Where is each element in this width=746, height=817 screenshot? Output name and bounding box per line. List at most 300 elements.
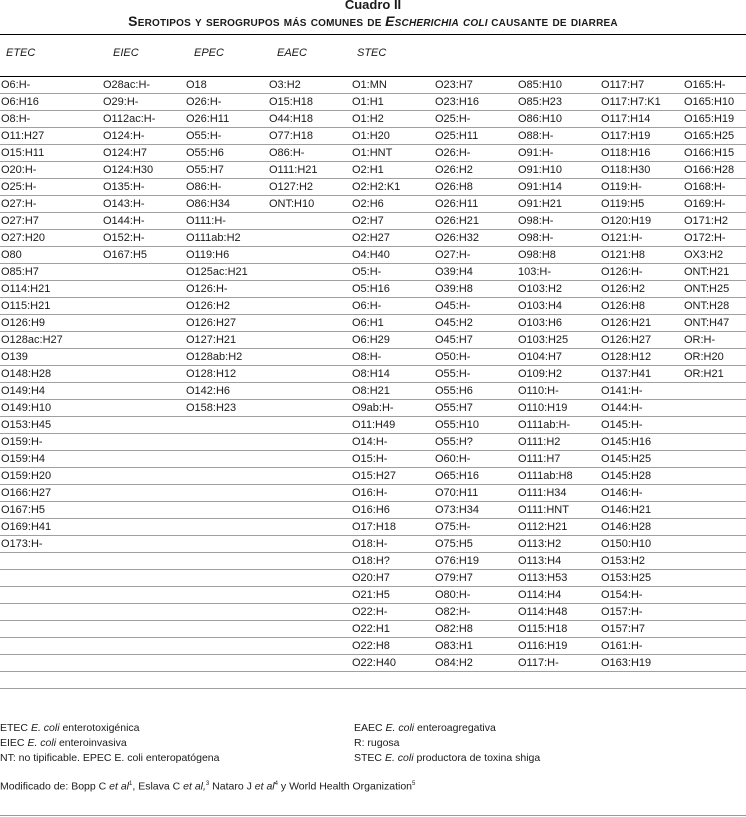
table-cell: O126:H8 (601, 298, 684, 315)
table-cell (0, 638, 103, 655)
table-cell: O85:H23 (518, 94, 601, 111)
table-cell (269, 536, 352, 553)
table-cell: O55:H- (435, 366, 518, 383)
table-cell: O124:H- (103, 128, 186, 145)
table-cell: O91:H10 (518, 162, 601, 179)
table-cell: O26:H- (186, 94, 269, 111)
table-cell: O6:H29 (352, 332, 435, 349)
table-cell (103, 264, 186, 281)
table-row (0, 298, 746, 315)
table-cell: O25:H- (435, 111, 518, 128)
table-cell: O65:H16 (435, 468, 518, 485)
table-cell: O126:H9 (0, 315, 103, 332)
table-cell: O16:H- (352, 485, 435, 502)
table-cell: O103:H4 (518, 298, 601, 315)
table-cell: OR:H20 (684, 349, 746, 366)
table-cell: O139 (0, 349, 103, 366)
table-cell (103, 451, 186, 468)
table-cell: O21:H5 (352, 587, 435, 604)
table-cell (684, 570, 746, 587)
table-cell (269, 655, 352, 672)
table-cell: O110:H- (518, 383, 601, 400)
table-cell: O111ab:H- (518, 417, 601, 434)
table-cell: O169:H41 (0, 519, 103, 536)
table-cell: O85:H10 (518, 77, 601, 94)
table-cell: O1:H2 (352, 111, 435, 128)
table-cell (0, 570, 103, 587)
table-cell: O25:H11 (435, 128, 518, 145)
table-cell: O82:H8 (435, 621, 518, 638)
table-cell: O115:H18 (518, 621, 601, 638)
table-cell: O1:HNT (352, 145, 435, 162)
table-cell: O153:H2 (601, 553, 684, 570)
table-cell (103, 536, 186, 553)
table-cell: O44:H18 (269, 111, 352, 128)
table-cell: O9ab:H- (352, 400, 435, 417)
table-cell: O77:H18 (269, 128, 352, 145)
table-cell (186, 417, 269, 434)
table-cell: O27:H- (0, 196, 103, 213)
table-row (0, 553, 746, 570)
table-row (0, 451, 746, 468)
table-cell: O165:H25 (684, 128, 746, 145)
table-cell (103, 485, 186, 502)
subtitle-part1: Serotipos y serogrupos más comunes de (128, 13, 382, 29)
table-cell: O15:H11 (0, 145, 103, 162)
table-cell: O26:H32 (435, 230, 518, 247)
table-cell: O103:H2 (518, 281, 601, 298)
table-cell: O55:H7 (186, 162, 269, 179)
table-cell: O6:H- (352, 298, 435, 315)
table-cell: O18:H? (352, 553, 435, 570)
table-cell (601, 672, 684, 689)
table-row (0, 230, 746, 247)
table-cell (186, 553, 269, 570)
table-cell (0, 604, 103, 621)
table-cell (103, 366, 186, 383)
table-cell: O45:H2 (435, 315, 518, 332)
table-cell (103, 570, 186, 587)
table-cell: O159:H20 (0, 468, 103, 485)
table-cell (269, 332, 352, 349)
table-cell: O60:H- (435, 451, 518, 468)
table-row (0, 264, 746, 281)
table-cell: O79:H7 (435, 570, 518, 587)
table-cell: O114:H4 (518, 587, 601, 604)
table-cell: O55:H6 (186, 145, 269, 162)
header-etec: ETEC (6, 47, 36, 59)
table-cell (269, 451, 352, 468)
table-cell: O26:H21 (435, 213, 518, 230)
table-row (0, 383, 746, 400)
table-cell (269, 672, 352, 689)
table-cell (684, 604, 746, 621)
table-cell: O15:H- (352, 451, 435, 468)
table-cell (186, 587, 269, 604)
table-cell: O111:H34 (518, 485, 601, 502)
table-cell (103, 315, 186, 332)
table-cell (684, 621, 746, 638)
table-cell (186, 655, 269, 672)
legend-eaec: EAEC E. coli enteroagregativa (354, 722, 496, 734)
legend-nt-epec: NT: no tipificable. EPEC E. coli enteropatógena (0, 752, 220, 764)
table-row (0, 604, 746, 621)
table-cell: O55:H6 (435, 383, 518, 400)
table-cell (684, 553, 746, 570)
table-row (0, 570, 746, 587)
table-cell (186, 621, 269, 638)
table-cell: O80 (0, 247, 103, 264)
table-cell: O18 (186, 77, 269, 94)
table-cell: O98:H8 (518, 247, 601, 264)
table-cell: O111:HNT (518, 502, 601, 519)
table-cell: O163:H19 (601, 655, 684, 672)
table-row (0, 145, 746, 162)
table-cell: O128:H12 (186, 366, 269, 383)
table-row (0, 434, 746, 451)
table-cell: O20:H7 (352, 570, 435, 587)
table-cell: O144:H- (601, 400, 684, 417)
table-cell: O116:H19 (518, 638, 601, 655)
table-cell: O119:H- (601, 179, 684, 196)
table-cell (269, 638, 352, 655)
table-cell (186, 485, 269, 502)
table-cell (186, 519, 269, 536)
table-cell (269, 230, 352, 247)
table-cell: O22:H- (352, 604, 435, 621)
subtitle-organism: Escherichia coli (385, 13, 488, 29)
table-cell: O26:H8 (435, 179, 518, 196)
table-cell: O23:H7 (435, 77, 518, 94)
table-row (0, 655, 746, 672)
table-cell (186, 468, 269, 485)
table-cell: O25:H- (0, 179, 103, 196)
table-cell: ONT:H47 (684, 315, 746, 332)
table-cell: O111:H2 (518, 434, 601, 451)
table-cell: O168:H- (684, 179, 746, 196)
table-cell (186, 672, 269, 689)
table-cell: O2:H7 (352, 213, 435, 230)
table-cell: O5:H16 (352, 281, 435, 298)
table-cell: O8:H14 (352, 366, 435, 383)
table-cell: O146:H- (601, 485, 684, 502)
table-cell: O86:H10 (518, 111, 601, 128)
table-cell: O167:H5 (103, 247, 186, 264)
table-cell: O169:H- (684, 196, 746, 213)
table-cell: O55:H- (186, 128, 269, 145)
table-cell: O128ab:H2 (186, 349, 269, 366)
table-cell: O1:MN (352, 77, 435, 94)
table-cell: O117:H- (518, 655, 601, 672)
table-cell: O112ac:H- (103, 111, 186, 128)
table-cell: O127:H2 (269, 179, 352, 196)
table-cell: O98:H- (518, 230, 601, 247)
table-row (0, 536, 746, 553)
table-cell: O18:H- (352, 536, 435, 553)
table-cell: O17:H18 (352, 519, 435, 536)
table-cell: O55:H? (435, 434, 518, 451)
table-title: Cuadro II (344, 0, 402, 12)
table-cell (103, 281, 186, 298)
table-cell: O112:H21 (518, 519, 601, 536)
table-cell: O15:H18 (269, 94, 352, 111)
table-row (0, 128, 746, 145)
table-cell (0, 553, 103, 570)
table-cell: O50:H- (435, 349, 518, 366)
header-epec: EPEC (194, 47, 224, 59)
table-row (0, 77, 746, 94)
table-cell: O6:H- (0, 77, 103, 94)
table-cell: O55:H10 (435, 417, 518, 434)
table-row (0, 366, 746, 383)
table-cell: O117:H19 (601, 128, 684, 145)
table-cell: O113:H53 (518, 570, 601, 587)
table-cell: O118:H16 (601, 145, 684, 162)
table-cell: O125ac:H21 (186, 264, 269, 281)
table-cell: O126:H2 (186, 298, 269, 315)
header-eaec: EAEC (277, 47, 307, 59)
table-cell (103, 400, 186, 417)
table-cell (269, 485, 352, 502)
table-cell (269, 264, 352, 281)
table-cell (186, 536, 269, 553)
table-cell: O143:H- (103, 196, 186, 213)
table-cell: O2:H2:K1 (352, 179, 435, 196)
table-cell: O149:H10 (0, 400, 103, 417)
table-row (0, 417, 746, 434)
table-row (0, 638, 746, 655)
table-cell: O8:H21 (352, 383, 435, 400)
table-cell (269, 315, 352, 332)
table-cell (103, 672, 186, 689)
table-row (0, 94, 746, 111)
table-cell: O5:H- (352, 264, 435, 281)
table-cell: O86:H- (269, 145, 352, 162)
table-cell (684, 536, 746, 553)
table-cell: O124:H30 (103, 162, 186, 179)
table-cell (103, 621, 186, 638)
table-cell (684, 451, 746, 468)
table-cell: O124:H7 (103, 145, 186, 162)
table-cell: O29:H- (103, 94, 186, 111)
table-cell: O39:H4 (435, 264, 518, 281)
table-cell: OR:H21 (684, 366, 746, 383)
table-cell: O6:H16 (0, 94, 103, 111)
table-cell (269, 281, 352, 298)
table-cell (186, 638, 269, 655)
table-cell: O111:H7 (518, 451, 601, 468)
source-note: Modificado de: Bopp C et $al^1$, Eslava C et al,$^3$ Nataro J et $al^4$ y World Health Organization$^5$ (0, 780, 416, 793)
table-cell: O83:H1 (435, 638, 518, 655)
table-row (0, 196, 746, 213)
table-cell: O172:H- (684, 230, 746, 247)
table-cell (518, 672, 601, 689)
table-cell (0, 655, 103, 672)
table-cell: O1:H1 (352, 94, 435, 111)
table-cell: O82:H- (435, 604, 518, 621)
table-cell: O86:H- (186, 179, 269, 196)
table-row (0, 502, 746, 519)
table-cell: O161:H- (601, 638, 684, 655)
table-cell (684, 587, 746, 604)
table-cell (684, 638, 746, 655)
table-cell: O142:H6 (186, 383, 269, 400)
table-cell: O26:H11 (186, 111, 269, 128)
table-cell: O117:H7:K1 (601, 94, 684, 111)
table-cell: O113:H2 (518, 536, 601, 553)
table-cell (186, 604, 269, 621)
table-cell: OX3:H2 (684, 247, 746, 264)
table-cell: ONT:H28 (684, 298, 746, 315)
table-cell: O159:H4 (0, 451, 103, 468)
table-cell: O150:H10 (601, 536, 684, 553)
table-cell: O16:H6 (352, 502, 435, 519)
table-cell: O114:H21 (0, 281, 103, 298)
table-cell (0, 672, 103, 689)
table-cell: O145:H16 (601, 434, 684, 451)
table-row (0, 519, 746, 536)
table-row (0, 485, 746, 502)
table-cell: O166:H15 (684, 145, 746, 162)
table-cell (103, 468, 186, 485)
table-cell: O152:H- (103, 230, 186, 247)
table-row (0, 162, 746, 179)
table-cell: O2:H1 (352, 162, 435, 179)
table-cell (103, 655, 186, 672)
table-cell (103, 638, 186, 655)
table-cell: O165:H10 (684, 94, 746, 111)
table-cell: O22:H40 (352, 655, 435, 672)
table-cell: O165:H- (684, 77, 746, 94)
table-cell: O173:H- (0, 536, 103, 553)
table-cell (269, 468, 352, 485)
table-cell: O146:H28 (601, 519, 684, 536)
table-cell (186, 434, 269, 451)
table-row (0, 111, 746, 128)
serotype-table (0, 77, 746, 689)
table-row (0, 587, 746, 604)
table-cell: O166:H27 (0, 485, 103, 502)
header-eiec: EIEC (113, 47, 139, 59)
table-cell: O15:H27 (352, 468, 435, 485)
table-cell: O20:H- (0, 162, 103, 179)
table-cell: O159:H- (0, 434, 103, 451)
table-cell: O86:H34 (186, 196, 269, 213)
table-cell (269, 298, 352, 315)
top-rule (0, 34, 746, 35)
table-cell (684, 502, 746, 519)
table-cell (684, 417, 746, 434)
table-cell (269, 502, 352, 519)
table-cell: ONT:H10 (269, 196, 352, 213)
table-cell: O141:H- (601, 383, 684, 400)
table-cell: O104:H7 (518, 349, 601, 366)
table-cell: O26:H2 (435, 162, 518, 179)
table-cell (269, 366, 352, 383)
table-row (0, 247, 746, 264)
table-cell: O111:H21 (269, 162, 352, 179)
table-cell: O126:H- (186, 281, 269, 298)
table-cell: O75:H5 (435, 536, 518, 553)
table-cell: O84:H2 (435, 655, 518, 672)
table-cell: O117:H14 (601, 111, 684, 128)
table-cell (684, 400, 746, 417)
table-cell (103, 604, 186, 621)
table-cell (269, 383, 352, 400)
table-cell: O145:H- (601, 417, 684, 434)
table-cell: O165:H19 (684, 111, 746, 128)
table-row (0, 672, 746, 689)
table-cell: O4:H40 (352, 247, 435, 264)
table-cell: O110:H19 (518, 400, 601, 417)
table-cell: O75:H- (435, 519, 518, 536)
table-cell: O103:H25 (518, 332, 601, 349)
table-cell: O39:H8 (435, 281, 518, 298)
table-cell (269, 519, 352, 536)
table-cell: O119:H6 (186, 247, 269, 264)
table-cell (269, 247, 352, 264)
table-cell: O27:H- (435, 247, 518, 264)
table-cell: O126:H- (601, 264, 684, 281)
table-cell: O2:H6 (352, 196, 435, 213)
legend-eiec: EIEC E. coli enteroinvasiva (0, 737, 127, 749)
legend-r: R: rugosa (354, 737, 400, 749)
table-cell: O80:H- (435, 587, 518, 604)
table-cell: O157:H7 (601, 621, 684, 638)
table-cell: O28ac:H- (103, 77, 186, 94)
table-cell: O118:H30 (601, 162, 684, 179)
table-cell (103, 298, 186, 315)
table-cell: O121:H- (601, 230, 684, 247)
table-cell (352, 672, 435, 689)
table-row (0, 179, 746, 196)
table-row (0, 621, 746, 638)
table-cell (684, 383, 746, 400)
table-cell: O120:H19 (601, 213, 684, 230)
table-cell: O126:H27 (601, 332, 684, 349)
table-cell: O91:H14 (518, 179, 601, 196)
table-cell: 103:H- (518, 264, 601, 281)
subtitle-part2: causante de diarrea (491, 13, 618, 29)
table-cell (186, 570, 269, 587)
table-cell: O117:H7 (601, 77, 684, 94)
table-cell: O11:H49 (352, 417, 435, 434)
table-cell: ONT:H25 (684, 281, 746, 298)
table-cell (103, 349, 186, 366)
table-row (0, 332, 746, 349)
table-row (0, 281, 746, 298)
table-cell: O115:H21 (0, 298, 103, 315)
table-cell (103, 417, 186, 434)
table-cell: O149:H4 (0, 383, 103, 400)
table-cell: O103:H6 (518, 315, 601, 332)
table-cell: O145:H25 (601, 451, 684, 468)
table-cell: O166:H28 (684, 162, 746, 179)
table-cell: O111ab:H2 (186, 230, 269, 247)
table-cell: O145:H28 (601, 468, 684, 485)
table-cell: O114:H48 (518, 604, 601, 621)
table-cell: O8:H- (0, 111, 103, 128)
table-cell: O126:H2 (601, 281, 684, 298)
table-cell (269, 621, 352, 638)
table-cell: O98:H- (518, 213, 601, 230)
table-cell (103, 553, 186, 570)
table-cell: O111ab:H8 (518, 468, 601, 485)
table-cell: O85:H7 (0, 264, 103, 281)
table-cell (684, 485, 746, 502)
table-cell (103, 434, 186, 451)
table-cell: O126:H21 (601, 315, 684, 332)
